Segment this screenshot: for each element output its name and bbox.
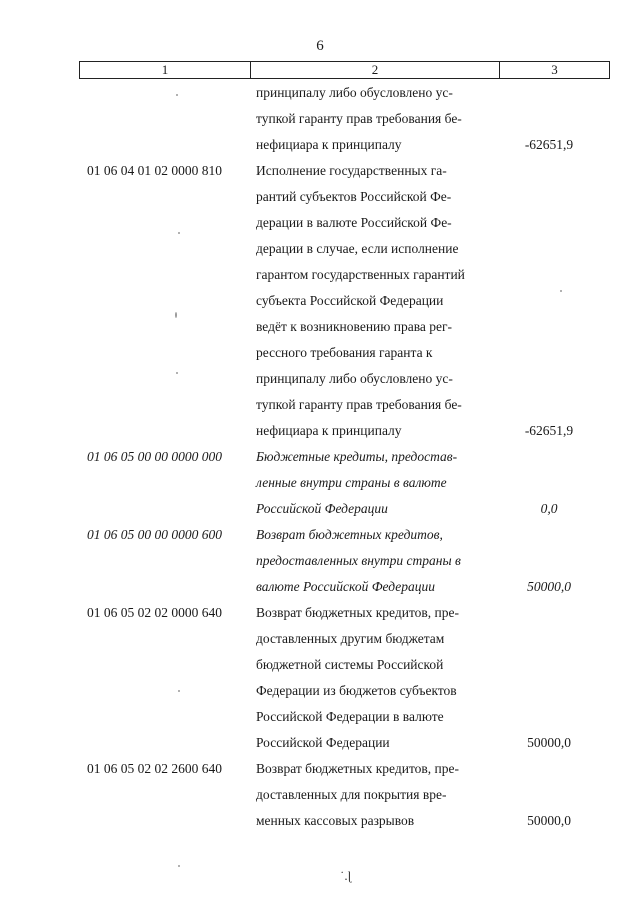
description-line: доставленных другим бюджетам [256,631,445,646]
description [256,158,518,444]
description-line: тупкой гаранту прав требования бе- [256,397,462,412]
description-line: рантий субъектов Российской Фе- [256,189,452,204]
description-line: Исполнение государственных га- [256,163,447,178]
description-line: менных кассовых разрывов [256,813,415,828]
header-col-3: 3 [551,62,558,77]
description-line: Возврат бюджетных кредитов, [256,527,443,542]
description [256,444,518,522]
scan-mark: ˙.ɭ [340,868,352,883]
scan-speck [178,865,180,867]
description-line: Бюджетные кредиты, предостав- [256,449,458,464]
description-line: Возврат бюджетных кредитов, пре- [256,605,460,620]
description-line: принципалу либо обусловлено ус- [256,371,453,386]
table-row [0,158,640,444]
amount: 50000,0 [527,579,571,594]
description-line: Федерации из бюджетов субъектов [256,683,457,698]
budget-code: 01 06 04 01 02 0000 810 [87,163,222,178]
description-line: Возврат бюджетных кредитов, пре- [256,761,460,776]
description [256,756,518,834]
table-row [0,444,640,522]
table-row [0,600,640,756]
description-line: тупкой гаранту прав требования бе- [256,111,462,126]
table-body [0,80,640,834]
description-line: Российской Федерации в валюте [256,709,444,724]
budget-code: 01 06 05 00 00 0000 600 [87,527,222,542]
amount: 50000,0 [527,813,571,828]
scan-speck [178,232,180,234]
description-line: нефициара к принципалу [256,423,402,438]
budget-code: 01 06 05 00 00 0000 000 [87,449,222,464]
table-header [79,61,610,79]
description [256,522,518,600]
scan-speck [178,690,180,692]
description-line: рессного требования гаранта к [256,345,433,360]
amount: -62651,9 [524,137,574,152]
description-line: ленные внутри страны в валюте [256,475,447,490]
description-line: Российской Федерации [256,501,388,516]
description-line: бюджетной системы Российской [256,657,444,672]
description [256,80,518,158]
description [256,600,518,756]
amount: 0,0 [540,501,558,516]
description-line: субъекта Российской Федерации [256,293,444,308]
table-row [0,80,640,158]
header-col-2: 2 [371,62,379,77]
scan-speck [560,290,562,292]
budget-code: 01 06 05 02 02 0000 640 [87,605,222,620]
budget-code: 01 06 05 02 02 2600 640 [87,761,222,776]
amount: 50000,0 [527,735,571,750]
description-line: дерации в случае, если исполнение [256,241,459,256]
scan-speck [175,312,177,318]
amount: -62651,9 [524,423,574,438]
description-line: Российской Федерации [256,735,390,750]
description-line: гарантом государственных гарантий [256,267,465,282]
page-number: 6 [316,38,324,54]
description-line: валюте Российской Федерации [256,579,435,594]
scan-speck [176,94,178,96]
description-line: доставленных для покрытия вре- [256,787,447,802]
description-line: предоставленных внутри страны в [256,553,461,568]
table-row [0,756,640,834]
description-line: дерации в валюте Российской Фе- [256,215,452,230]
scan-speck [176,372,178,374]
description-line: нефициара к принципалу [256,137,402,152]
description-line: ведёт к возникновению права рег- [256,319,453,334]
header-col-1: 1 [161,62,169,77]
description-line: принципалу либо обусловлено ус- [256,85,453,100]
table-row [0,522,640,600]
